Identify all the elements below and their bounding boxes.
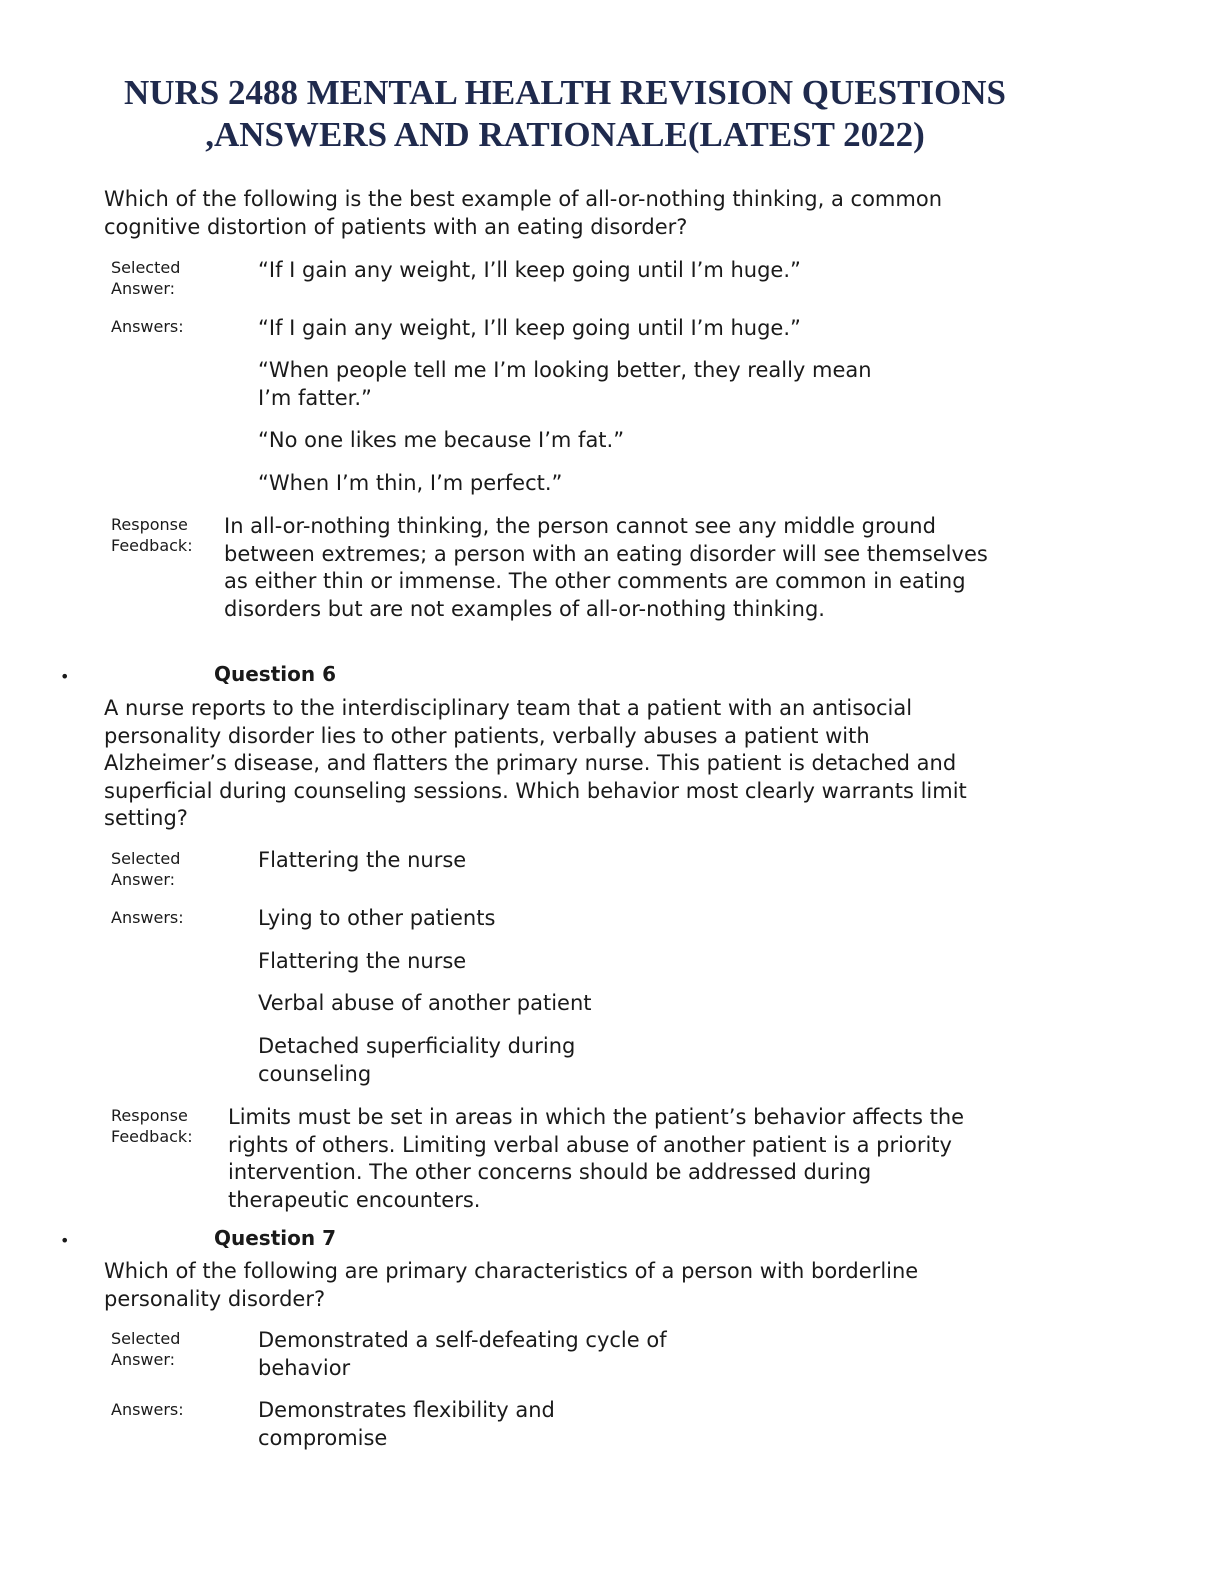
answer-option: Verbal abuse of another patient — [258, 991, 592, 1015]
selected-answer-label: Selected Answer: — [111, 258, 181, 298]
answers-label: Answers: — [111, 317, 184, 336]
title-line-2: ,ANSWERS AND RATIONALE(LATEST 2022) — [205, 115, 925, 154]
answer-option: “When I’m thin, I’m perfect.” — [258, 471, 563, 495]
question-6-text: A nurse reports to the interdisciplinary team that a patient with an antisocial personality disorder lies to other patients, verbally abuses a patient with Alzheimer’s disease, and flatters the primary nurse. This patient is detached and superficial during counseling sessions. Which behavior most clearly warrants limit setting? — [104, 696, 967, 830]
question-5-text: Which of the following is the best example of all-or-nothing thinking, a common cognitive distortion of patients with an eating disorder? — [104, 187, 943, 239]
answer-option: Detached superficiality during counseling — [258, 1034, 576, 1086]
selected-answer: Flattering the nurse — [258, 848, 467, 872]
bullet: • — [60, 1231, 70, 1250]
selected-answer-label: Selected Answer: — [111, 1329, 181, 1369]
answer-option: “No one likes me because I’m fat.” — [258, 428, 625, 452]
selected-answer: Demonstrated a self-defeating cycle of behavior — [258, 1328, 667, 1380]
question-7-text: Which of the following are primary characteristics of a person with borderline personality disorder? — [104, 1259, 919, 1311]
selected-answer: “If I gain any weight, I’ll keep going until I’m huge.” — [258, 258, 801, 282]
selected-answer-label: Selected Answer: — [111, 849, 181, 889]
question-7-heading: Question 7 — [214, 1226, 336, 1250]
question-6-heading: Question 6 — [214, 662, 336, 686]
title-line-1: NURS 2488 MENTAL HEALTH REVISION QUESTIONS — [123, 73, 1007, 112]
answers-label: Answers: — [111, 908, 184, 927]
bullet: • — [60, 667, 70, 686]
response-feedback: Limits must be set in areas in which the patient’s behavior affects the rights of others. Limiting verbal abuse of another patient is a priority intervention. The other concerns should be addressed during therapeutic encounters. — [228, 1105, 965, 1212]
answer-option: “When people tell me I’m looking better, they really mean I’m fatter.” — [258, 358, 872, 410]
answer-option: “If I gain any weight, I’ll keep going until I’m huge.” — [258, 316, 801, 340]
response-feedback-label: Response Feedback: — [111, 1106, 193, 1146]
answer-option: Demonstrates flexibility and compromise — [258, 1398, 555, 1450]
document-title — [60, 72, 1070, 156]
answer-option: Lying to other patients — [258, 906, 496, 930]
answers-label: Answers: — [111, 1400, 184, 1419]
answer-option: Flattering the nurse — [258, 949, 467, 973]
response-feedback-label: Response Feedback: — [111, 515, 193, 555]
response-feedback: In all-or-nothing thinking, the person cannot see any middle ground between extremes; a person with an eating disorder will see themselves as either thin or immense. The other comments are common in eating disorders but are not examples of all-or-nothing thinking. — [224, 514, 988, 621]
